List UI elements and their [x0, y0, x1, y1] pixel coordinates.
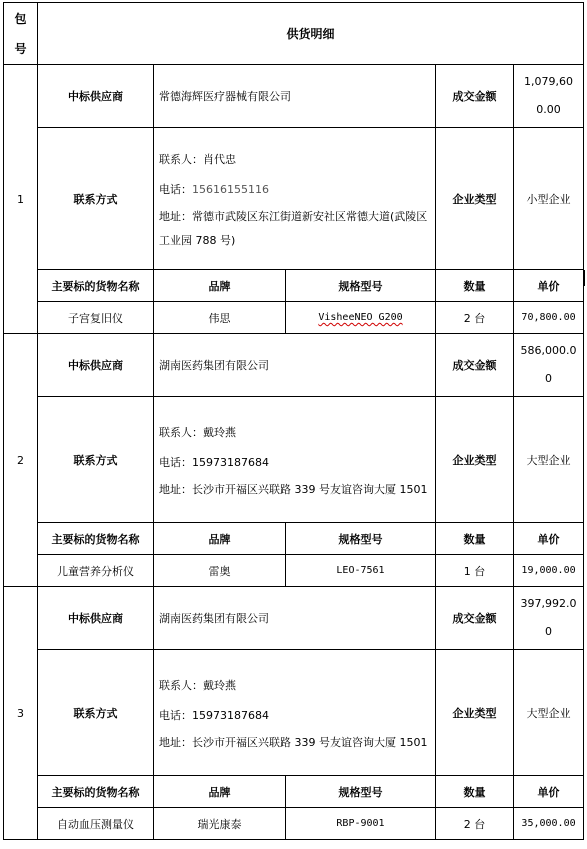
goods-name-header: 主要标的货物名称	[38, 270, 154, 302]
package-2-unit-price: 19,000.00	[514, 555, 584, 587]
package-1-supplier: 常德海辉医疗器械有限公司	[154, 65, 436, 128]
package-3-phone-line	[159, 701, 430, 731]
contact-label: 联系方式	[38, 128, 154, 270]
package-3-phone: 15973187684	[192, 708, 269, 722]
supply-details-title: 供货明细	[38, 3, 584, 65]
package-2-goods-row	[4, 555, 584, 587]
package-1-company-type: 小型企业	[514, 128, 584, 270]
deal-amount-label: 成交金额	[436, 587, 514, 650]
package-number-header	[4, 3, 38, 65]
package-1-contact-person: 联系人：肖代忠	[159, 152, 236, 166]
package-1-supplier-row	[4, 65, 584, 128]
deal-amount-label: 成交金额	[436, 65, 514, 128]
package-2-goods-name: 儿童营养分析仪	[38, 555, 154, 587]
contact-label: 联系方式	[38, 650, 154, 776]
supplier-label: 中标供应商	[38, 334, 154, 397]
package-3-model: RBP-9001	[286, 808, 436, 840]
package-2-goods-header-row	[4, 523, 584, 555]
model-header: 规格型号	[286, 776, 436, 808]
package-3-company-type: 大型企业	[514, 650, 584, 776]
package-2-contact-person: 联系人：戴玲燕	[159, 425, 236, 439]
phone-label: 电话：	[159, 182, 192, 196]
package-1-contact-info	[154, 128, 436, 270]
goods-name-header: 主要标的货物名称	[38, 776, 154, 808]
package-2-phone: 15973187684	[192, 455, 269, 469]
package-1-model-text: VisheeNEO G200	[318, 312, 403, 323]
package-1-brand: 伟思	[154, 302, 286, 334]
supplier-label: 中标供应商	[38, 587, 154, 650]
quantity-header: 数量	[436, 523, 514, 555]
package-1-quantity: 2 台	[436, 302, 514, 334]
package-3-number: 3	[4, 587, 38, 840]
package-3-goods-name: 自动血压测量仪	[38, 808, 154, 840]
package-1-phone: 15616155116	[192, 182, 269, 196]
brand-header: 品牌	[154, 776, 286, 808]
package-3-brand: 瑞光康泰	[154, 808, 286, 840]
supplier-label: 中标供应商	[38, 65, 154, 128]
package-3-supplier: 湖南医药集团有限公司	[154, 587, 436, 650]
contact-label: 联系方式	[38, 397, 154, 523]
package-header-char-1: 包	[14, 11, 27, 26]
deal-amount-label: 成交金额	[436, 334, 514, 397]
unit-price-header: 单价	[514, 270, 584, 302]
package-3-unit-price: 35,000.00	[514, 808, 584, 840]
model-header: 规格型号	[286, 523, 436, 555]
package-2-phone-line	[159, 448, 430, 478]
company-type-label: 企业类型	[436, 397, 514, 523]
package-2-model: LEO-7561	[286, 555, 436, 587]
package-1-goods-row	[4, 302, 584, 334]
unit-price-header: 单价	[514, 776, 584, 808]
table-header-row	[4, 3, 584, 65]
package-1-contact-row	[4, 128, 584, 270]
package-3-contact-info	[154, 650, 436, 776]
brand-header: 品牌	[154, 523, 286, 555]
package-2-company-type: 大型企业	[514, 397, 584, 523]
package-2-address: 地址：长沙市开福区兴联路 339 号友谊咨询大厦 1501	[159, 482, 428, 496]
package-1-deal-amount: 1,079,600.00	[514, 65, 584, 128]
company-type-label: 企业类型	[436, 128, 514, 270]
package-3-goods-row	[4, 808, 584, 840]
supply-details-table	[3, 2, 584, 840]
quantity-header: 数量	[436, 776, 514, 808]
company-type-label: 企业类型	[436, 650, 514, 776]
package-3-supplier-row	[4, 587, 584, 650]
package-2-quantity: 1 台	[436, 555, 514, 587]
goods-name-header: 主要标的货物名称	[38, 523, 154, 555]
quantity-header: 数量	[436, 270, 514, 302]
package-2-contact-row	[4, 397, 584, 523]
package-3-quantity: 2 台	[436, 808, 514, 840]
brand-header: 品牌	[154, 270, 286, 302]
model-header: 规格型号	[286, 270, 436, 302]
package-1-model	[286, 302, 436, 334]
package-1-goods-header-row	[4, 270, 584, 302]
package-2-contact-info	[154, 397, 436, 523]
package-1-phone-line	[159, 175, 430, 205]
package-3-contact-person: 联系人：戴玲燕	[159, 678, 236, 692]
package-1-unit-price: 70,800.00	[514, 302, 584, 334]
package-1-address: 地址：常德市武陵区东江街道新安社区常德大道(武陵区工业园 788 号)	[159, 209, 428, 247]
package-2-brand: 雷奥	[154, 555, 286, 587]
unit-price-header: 单价	[514, 523, 584, 555]
phone-label: 电话：	[159, 708, 192, 722]
package-2-supplier: 湖南医药集团有限公司	[154, 334, 436, 397]
package-2-supplier-row	[4, 334, 584, 397]
package-1-goods-name: 子宫复旧仪	[38, 302, 154, 334]
package-1-number: 1	[4, 65, 38, 334]
package-3-deal-amount: 397,992.00	[514, 587, 584, 650]
package-3-contact-row	[4, 650, 584, 776]
phone-label: 电话：	[159, 455, 192, 469]
package-2-deal-amount: 586,000.00	[514, 334, 584, 397]
package-3-address: 地址：长沙市开福区兴联路 339 号友谊咨询大厦 1501	[159, 735, 428, 749]
package-3-goods-header-row	[4, 776, 584, 808]
package-2-number: 2	[4, 334, 38, 587]
package-header-char-2: 号	[14, 41, 27, 56]
